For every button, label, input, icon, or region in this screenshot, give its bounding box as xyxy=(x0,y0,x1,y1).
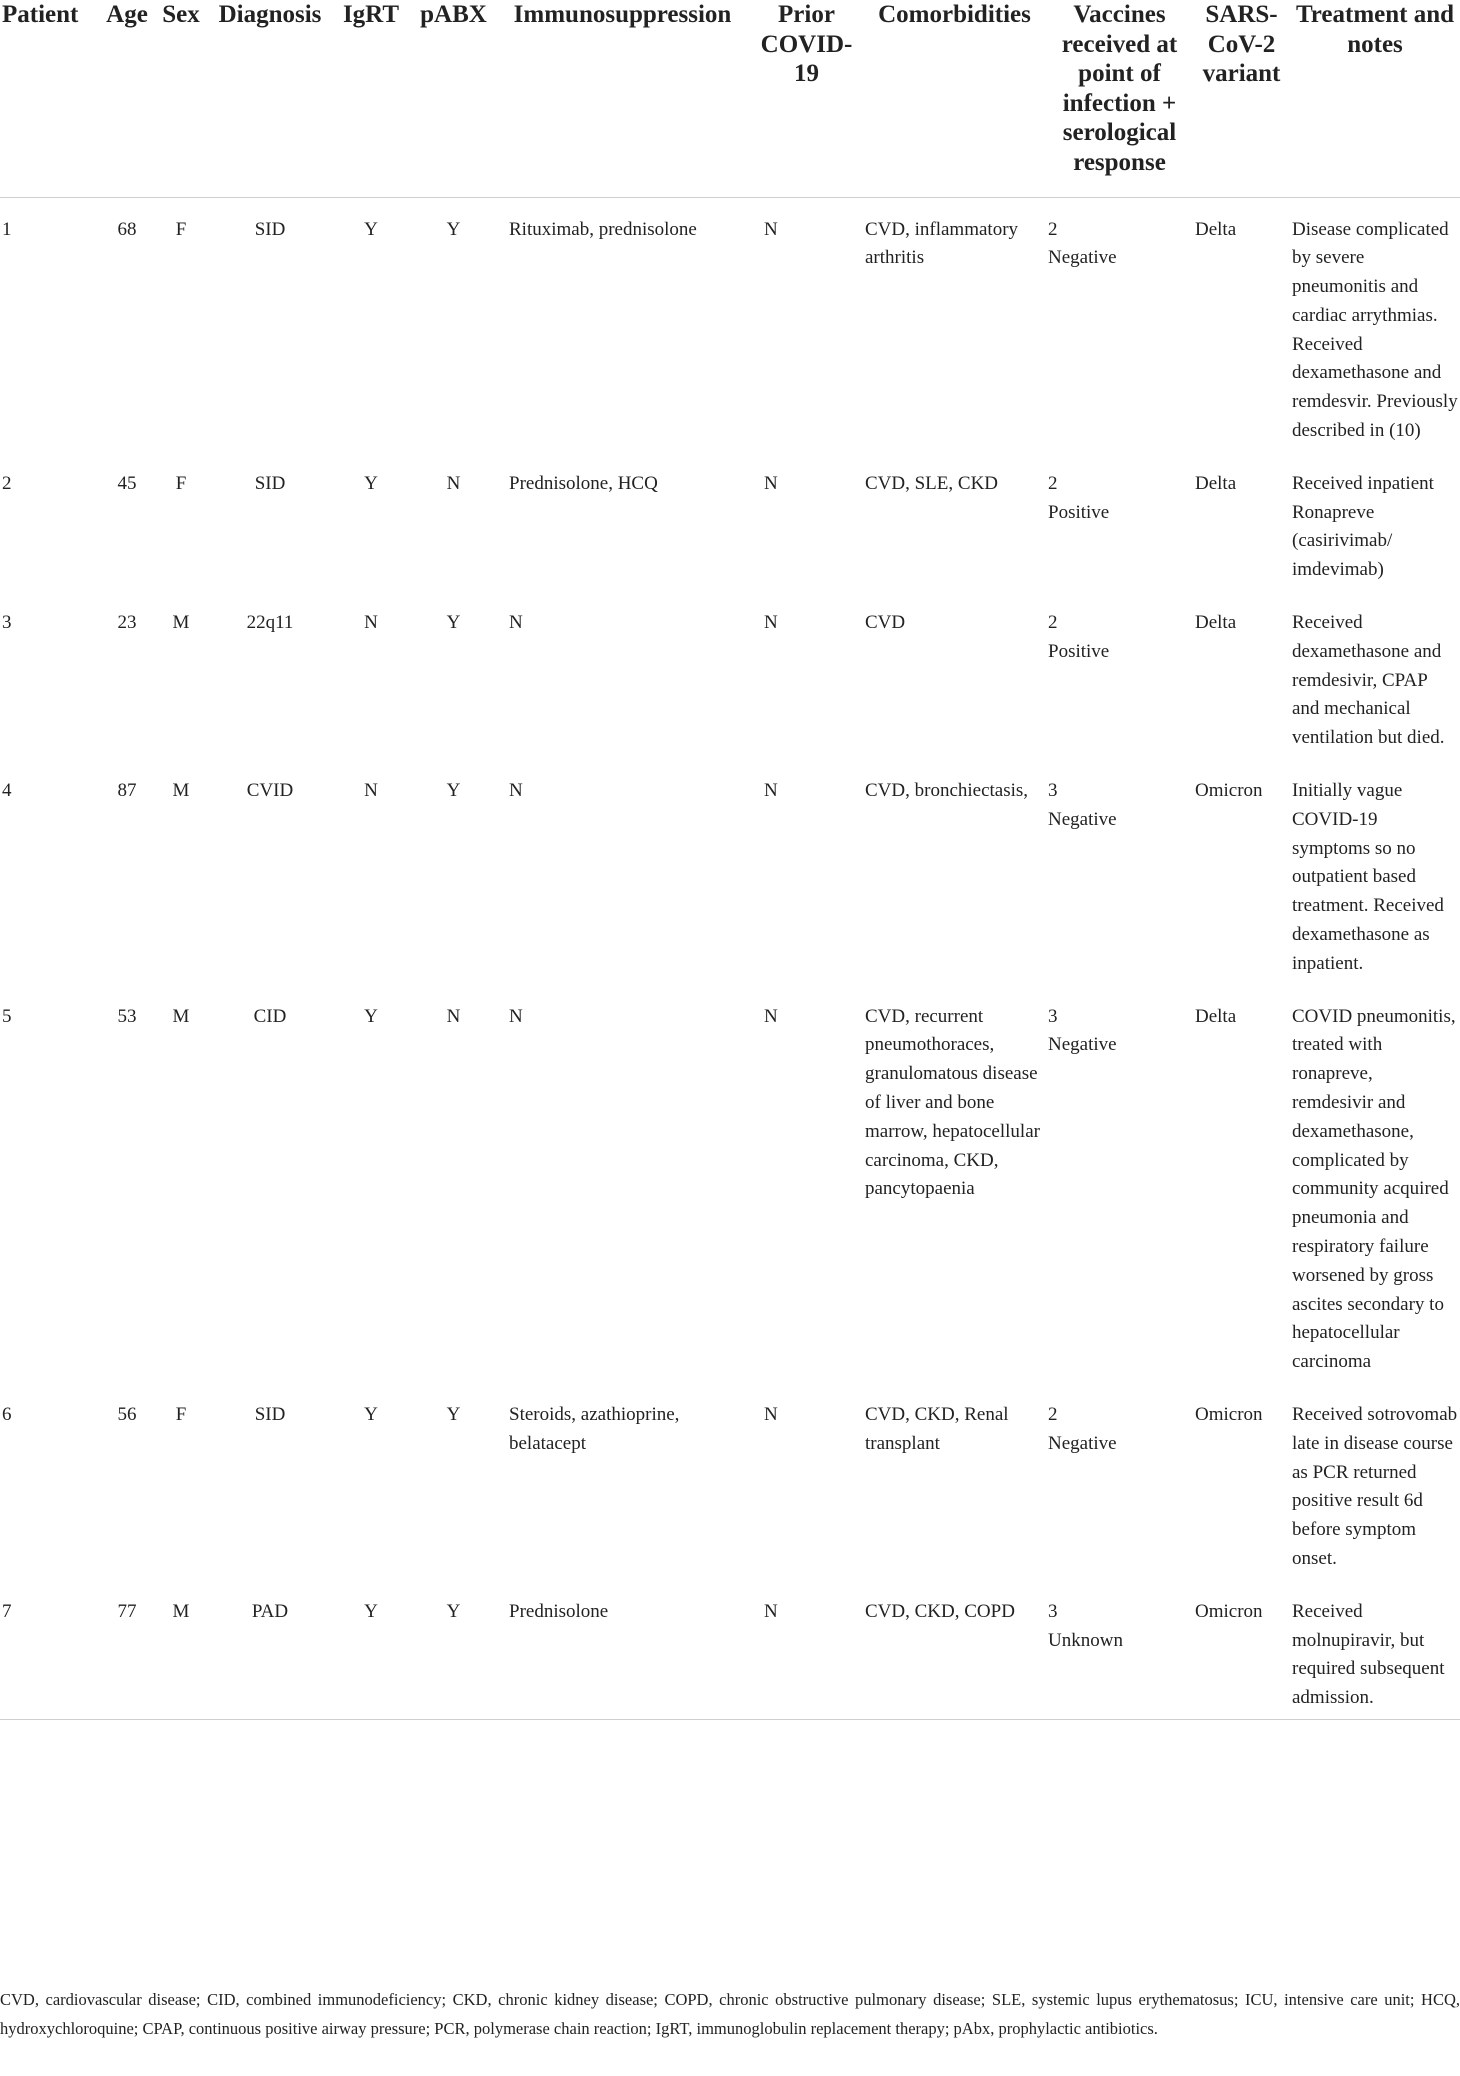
cell-age: 87 xyxy=(117,780,137,802)
cell-vaccines xyxy=(1046,1383,1193,1580)
cell-igrt: N xyxy=(364,780,378,802)
serology-result: Negative xyxy=(1048,1034,1117,1056)
cell-igrt: Y xyxy=(364,472,378,494)
cell-pabx: N xyxy=(446,472,461,494)
cell-igrt: Y xyxy=(364,218,378,240)
vaccine-count: 3 xyxy=(1048,1600,1058,1622)
cell-comorbidities: CVD, SLE, CKD xyxy=(865,472,999,494)
serology-result: Negative xyxy=(1048,808,1117,830)
cell-comorbidities: CVD, inflammatory arthritis xyxy=(865,218,1019,269)
cell-sex: M xyxy=(152,1580,210,1720)
cell-treatment: Initially vague COVID-19 symptoms so no outpatient based treatment. Received dexamethasone as inpatient. xyxy=(1292,780,1444,974)
cell-immunosuppression: N xyxy=(509,780,523,802)
cell-age: 45 xyxy=(117,472,137,494)
cell-pabx: N xyxy=(446,1005,461,1027)
cell-patient: 2 xyxy=(2,472,12,494)
table-row xyxy=(0,591,1460,759)
cell-prior-covid: N xyxy=(750,1580,863,1720)
cell-prior-covid: N xyxy=(764,472,778,494)
cell-immunosuppression: Prednisolone xyxy=(495,1580,750,1720)
cell-igrt: Y xyxy=(330,1580,412,1720)
cell-diagnosis: SID xyxy=(254,472,286,494)
cell-comorbidities: CVD, recurrent pneumothoraces, granulomatous disease of liver and bone marrow, hepatocellular carcinoma, CKD, pancytopaenia xyxy=(865,1005,1040,1200)
header-patient: Patient xyxy=(0,0,102,197)
table-row xyxy=(0,1383,1460,1580)
cell-treatment: Received molnupiravir, but required subsequent admission. xyxy=(1290,1580,1460,1720)
header-igrt: IgRT xyxy=(330,0,412,197)
cell-diagnosis: CID xyxy=(253,1005,287,1027)
cell-pabx: Y xyxy=(446,780,461,802)
cell-pabx: Y xyxy=(446,218,461,240)
cell-vaccines xyxy=(1046,985,1193,1383)
header-immunosuppression: Immunosuppression xyxy=(495,0,750,197)
cell-comorbidities: CVD, bronchiectasis, xyxy=(865,780,1029,802)
cell-age: 53 xyxy=(117,1005,137,1027)
table-row xyxy=(0,452,1460,591)
header-row xyxy=(0,0,1460,197)
cell-treatment: Received sotrovomab late in disease course as PCR returned positive result 6d before symptom onset. xyxy=(1292,1403,1458,1569)
vaccine-count: 2 xyxy=(1048,218,1058,240)
vaccine-count: 2 xyxy=(1048,472,1058,494)
table-footnote: CVD, cardiovascular disease; CID, combined immunodeficiency; CKD, chronic kidney disease; COPD, chronic obstructive pulmonary disease; SLE, systemic lupus erythematosus; ICU, intensive care unit; HCQ, hydroxychloroquine; CPAP, continuous positive airway pressure; PCR, polymerase chain reaction; IgRT, immunoglobulin replacement therapy; pAbx, prophylactic antibiotics. xyxy=(0,1990,1460,2038)
cell-prior-covid: N xyxy=(764,1403,778,1425)
cell-vaccines xyxy=(1046,759,1193,985)
table-row xyxy=(0,985,1460,1383)
vaccine-count: 2 xyxy=(1048,612,1058,634)
cell-diagnosis: CVID xyxy=(246,780,294,802)
cell-prior-covid: N xyxy=(764,780,778,802)
header-sex: Sex xyxy=(152,0,210,197)
cell-comorbidities: CVD, CKD, COPD xyxy=(863,1580,1046,1720)
cell-treatment: Received dexamethasone and remdesivir, CPAP and mechanical ventilation but died. xyxy=(1292,612,1445,749)
cell-immunosuppression: N xyxy=(509,612,523,634)
cell-diagnosis: SID xyxy=(254,218,286,240)
cell-treatment: Received inpatient Ronapreve (casirivimab/ imdevimab) xyxy=(1292,472,1434,581)
cell-prior-covid: N xyxy=(764,218,778,240)
cell-patient: 7 xyxy=(0,1580,102,1720)
cell-diagnosis: SID xyxy=(254,1403,286,1425)
cell-immunosuppression: Prednisolone, HCQ xyxy=(509,472,658,494)
cell-sex: M xyxy=(172,780,190,802)
serology-result: Positive xyxy=(1048,501,1110,523)
header-variant: SARS-CoV-2 variant xyxy=(1193,0,1290,197)
cell-igrt: Y xyxy=(364,1403,378,1425)
header-vaccines: Vaccines received at point of infection + serological response xyxy=(1046,0,1193,197)
cell-patient: 5 xyxy=(2,1005,12,1027)
cell-vaccines xyxy=(1046,452,1193,591)
cell-variant: Delta xyxy=(1195,218,1237,240)
table-header xyxy=(0,0,1460,197)
header-pabx: pABX xyxy=(412,0,495,197)
serology-result: Positive xyxy=(1048,640,1110,662)
cell-pabx: Y xyxy=(412,1580,495,1720)
cell-igrt: Y xyxy=(364,1005,378,1027)
header-prior-covid: Prior COVID-19 xyxy=(750,0,863,197)
cell-treatment: Disease complicated by severe pneumonitis and cardiac arrythmias. Received dexamethasone and remdesvir. Previously described in (10) xyxy=(1292,218,1458,442)
cell-age: 56 xyxy=(117,1403,137,1425)
cell-sex: M xyxy=(172,1005,190,1027)
header-comorbidities: Comorbidities xyxy=(863,0,1046,197)
cell-sex: F xyxy=(175,1403,187,1425)
cell-immunosuppression: Steroids, azathioprine, belatacept xyxy=(509,1403,680,1454)
cell-patient: 4 xyxy=(2,780,12,802)
cell-comorbidities: CVD, CKD, Renal transplant xyxy=(865,1403,1009,1454)
cell-diagnosis: PAD xyxy=(210,1580,330,1720)
cell-age: 68 xyxy=(117,218,137,240)
serology-result: Negative xyxy=(1048,1432,1117,1454)
cell-patient: 1 xyxy=(2,218,12,240)
vaccine-count: 3 xyxy=(1048,1005,1058,1027)
cell-variant: Omicron xyxy=(1195,1403,1263,1425)
vaccine-count: 2 xyxy=(1048,1403,1058,1425)
cell-immunosuppression: N xyxy=(509,1005,523,1027)
cell-patient: 3 xyxy=(2,612,12,634)
cell-sex: M xyxy=(172,612,190,634)
cell-age: 77 xyxy=(102,1580,152,1720)
table-row xyxy=(0,759,1460,985)
cell-variant: Delta xyxy=(1195,472,1237,494)
cell-immunosuppression: Rituximab, prednisolone xyxy=(509,218,697,240)
table-row xyxy=(0,197,1460,452)
cell-igrt: N xyxy=(364,612,378,634)
serology-result: Unknown xyxy=(1048,1629,1123,1651)
cell-pabx: Y xyxy=(446,612,461,634)
cell-prior-covid: N xyxy=(764,1005,778,1027)
vaccine-count: 3 xyxy=(1048,780,1058,802)
header-treatment: Treatment and notes xyxy=(1290,0,1460,197)
cell-pabx: Y xyxy=(446,1403,461,1425)
cell-diagnosis: 22q11 xyxy=(246,612,294,634)
cell-variant: Delta xyxy=(1195,612,1237,634)
cell-variant: Omicron xyxy=(1193,1580,1290,1720)
cell-sex: F xyxy=(175,472,187,494)
cell-variant: Omicron xyxy=(1195,780,1263,802)
cell-vaccines xyxy=(1046,591,1193,759)
cell-age: 23 xyxy=(117,612,137,634)
cell-vaccines xyxy=(1046,1580,1193,1720)
cell-patient: 6 xyxy=(2,1403,12,1425)
cell-vaccines xyxy=(1046,197,1193,452)
header-diagnosis: Diagnosis xyxy=(210,0,330,197)
header-age: Age xyxy=(102,0,152,197)
cell-treatment: COVID pneumonitis, treated with ronapreve, remdesivir and dexamethasone, complicated by community acquired pneumonia and respiratory failure worsened by gross ascites secondary to hepatocellular carcinoma xyxy=(1292,1005,1456,1373)
serology-result: Negative xyxy=(1048,247,1117,269)
cell-variant: Delta xyxy=(1195,1005,1237,1027)
cell-sex: F xyxy=(175,218,187,240)
cell-prior-covid: N xyxy=(764,612,778,634)
table-body xyxy=(0,197,1460,1719)
table-row xyxy=(0,1580,1460,1720)
cell-comorbidities: CVD xyxy=(865,612,906,634)
